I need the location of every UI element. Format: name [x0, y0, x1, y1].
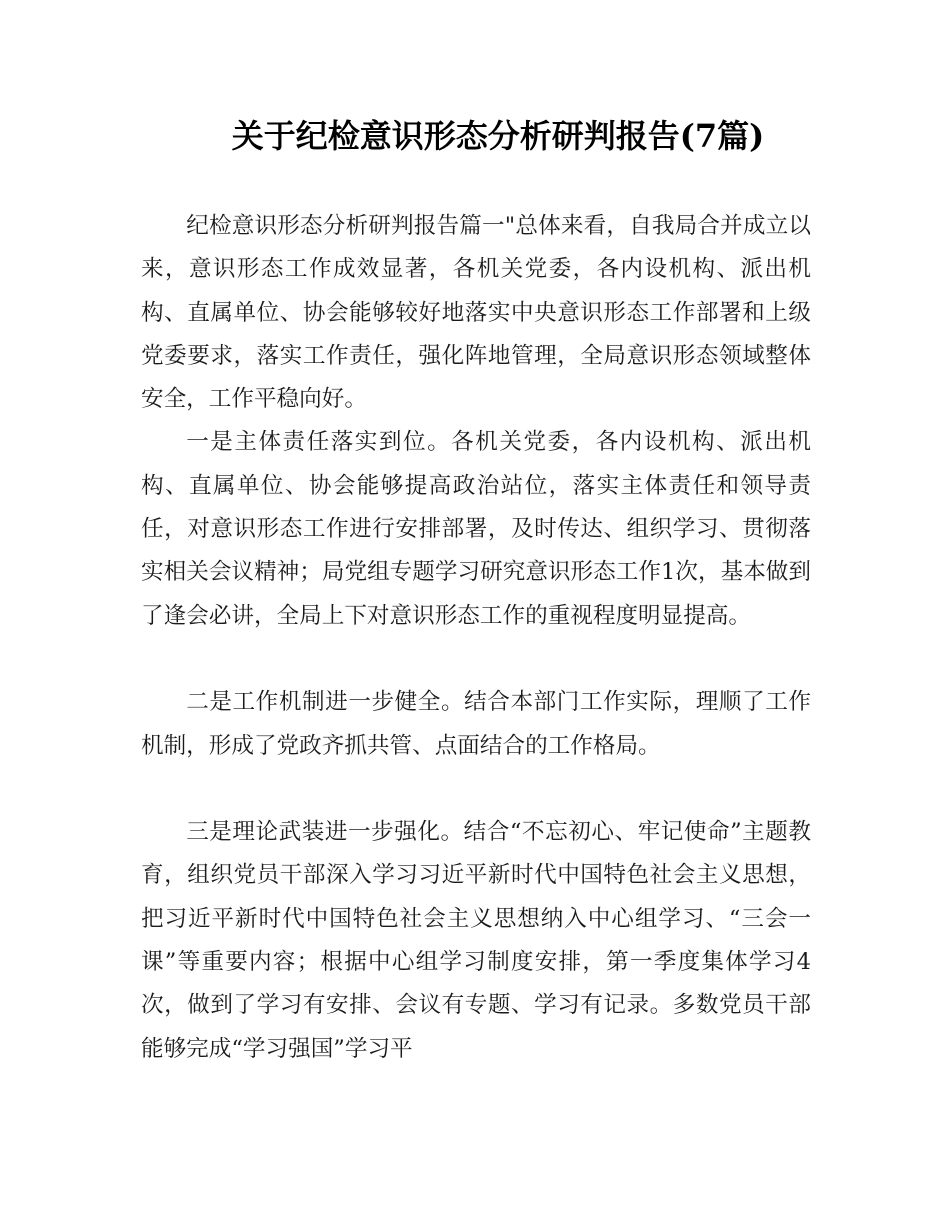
document-body: [141, 205, 811, 1071]
document-title: 关于纪检意识形态分析研判报告(7篇): [231, 117, 765, 155]
paragraph: 纪检意识形态分析研判报告篇一"总体来看，自我局合并成立以来，意识形态工作成效显著，各机关党委，各内设机构、派出机构、直属单位、协会能够较好地落实中央意识形态工作部署和上级党委要求，落实工作责任，强化阵地管理，全局意识形态领域整体安全，工作平稳向好。: [141, 213, 811, 413]
paragraph: 三是理论武装进一步强化。结合“不忘初心、牢记使命”主题教育，组织党员干部深入学习习近平新时代中国特色社会主义思想，把习近平新时代中国特色社会主义思想纳入中心组学习、“三会一课”等重要内容；根据中心组学习制度安排，第一季度集体学习4次，做到了学习有安排、会议有专题、学习有记录。多数党员干部能够完成“学习强国”学习平: [141, 819, 811, 1062]
paragraph: 二是工作机制进一步健全。结合本部门工作实际，理顺了工作机制，形成了党政齐抓共管、点面结合的工作格局。: [141, 689, 811, 759]
paragraph: 一是主体责任落实到位。各机关党委，各内设机构、派出机构、直属单位、协会能够提高政治站位，落实主体责任和领导责任，对意识形态工作进行安排部署，及时传达、组织学习、贯彻落实相关会议精神；局党组专题学习研究意识形态工作1次，基本做到了逢会必讲，全局上下对意识形态工作的重视程度明显提高。: [141, 429, 811, 629]
